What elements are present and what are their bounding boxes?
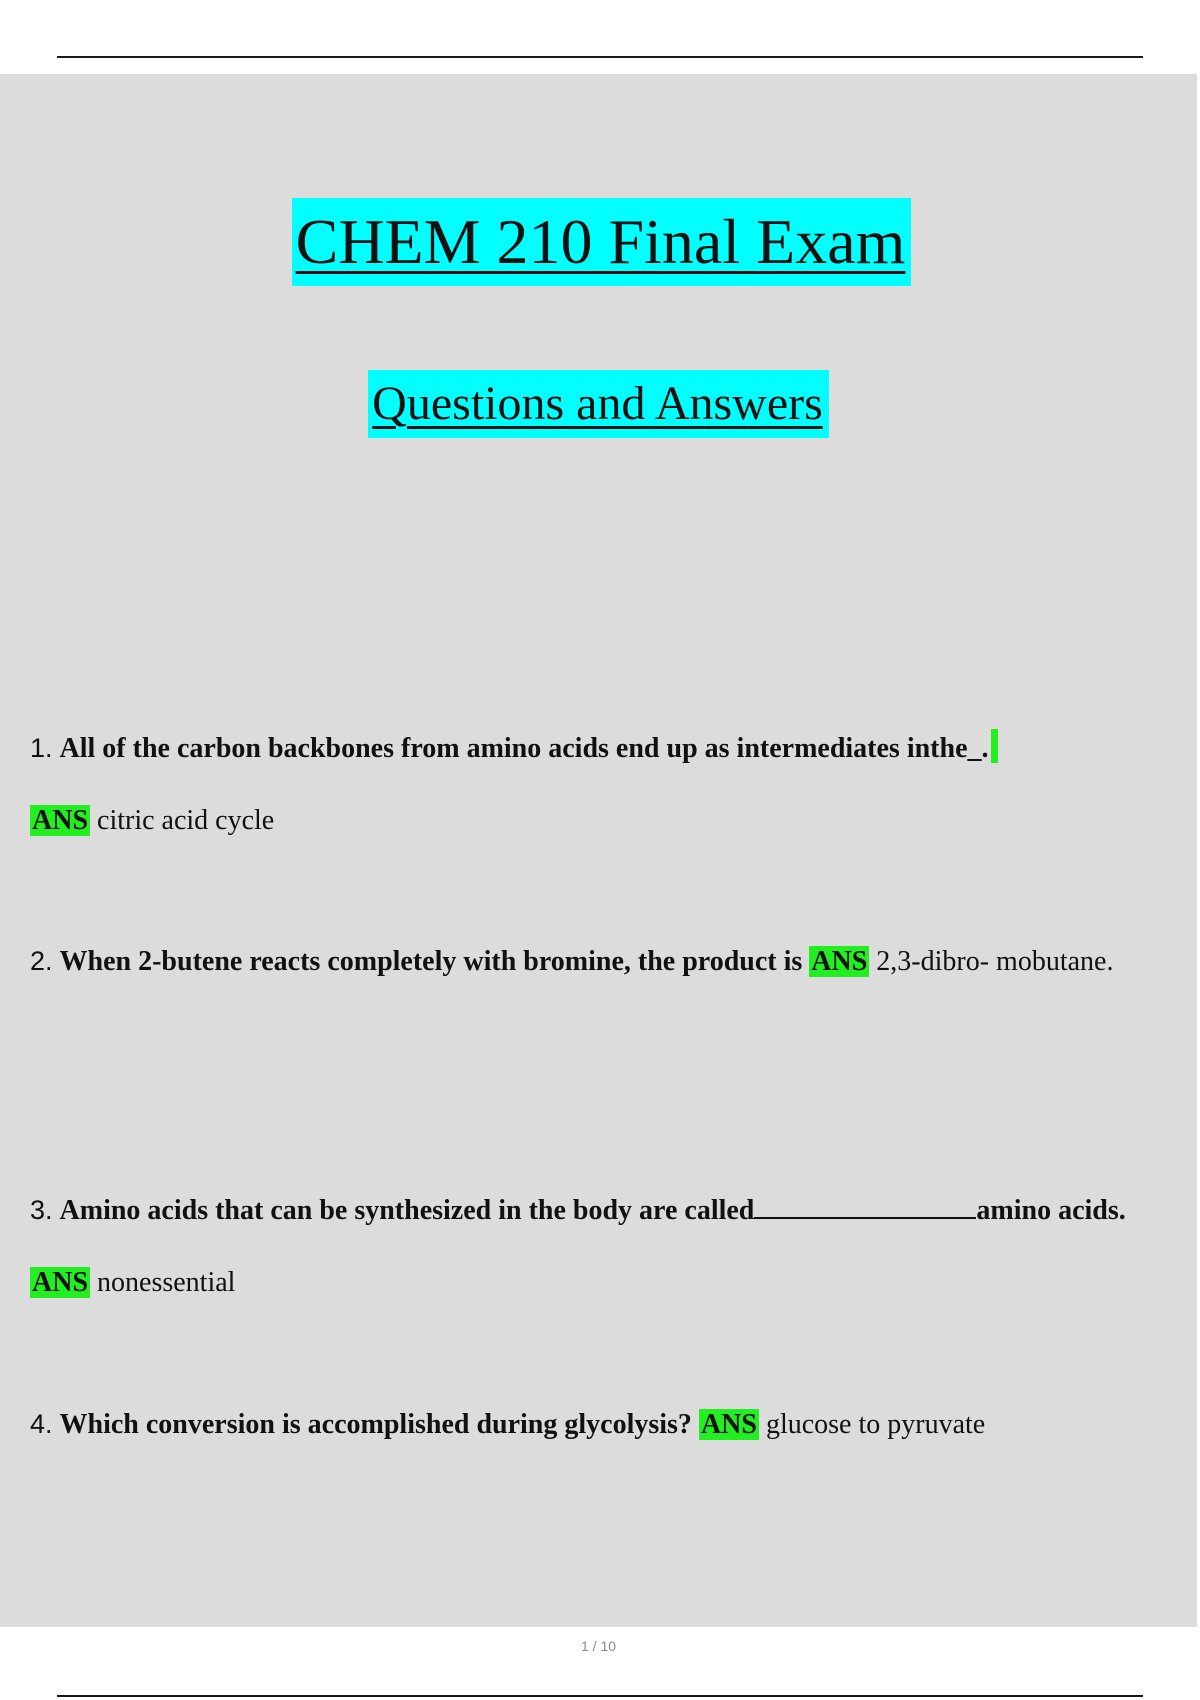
- question-number: 1.: [30, 733, 53, 763]
- highlight-marker: [991, 729, 998, 763]
- page-title: CHEM 210 Final Exam: [292, 198, 912, 286]
- question-number: 3.: [30, 1195, 53, 1225]
- question-text: Which conversion is accomplished during glycolysis?: [59, 1409, 692, 1440]
- question-number: 2.: [30, 946, 53, 976]
- question-2: [30, 925, 1150, 998]
- answer-label: ANS: [700, 1409, 757, 1440]
- question-text: All of the carbon backbones from amino acids end up as intermediates inthe_.: [59, 733, 989, 764]
- document-page: [0, 74, 1197, 1654]
- answer-text: 2,3-dibro- mobutane.: [876, 946, 1114, 977]
- answer-text: glucose to pyruvate: [765, 1409, 986, 1440]
- question-text: Amino acids that can be synthesized in the body are called: [59, 1195, 755, 1226]
- question-number: 4.: [30, 1409, 53, 1439]
- question-text: When 2-butene reacts completely with bromine, the product is: [59, 946, 803, 977]
- question-4: [30, 1388, 1150, 1461]
- fill-in-blank: [754, 1195, 976, 1219]
- question-3: [30, 1174, 1150, 1319]
- bottom-rule: [57, 1695, 1143, 1697]
- top-rule: [57, 56, 1143, 58]
- question-text-continued: amino acids.: [976, 1195, 1126, 1226]
- answer-label: ANS: [32, 805, 89, 836]
- answer-label: ANS: [811, 946, 868, 977]
- title-block: [0, 198, 1197, 286]
- subtitle-block: [0, 370, 1197, 438]
- page-indicator: 1 / 10: [580, 1638, 617, 1654]
- page-subtitle: Questions and Answers: [368, 370, 829, 438]
- answer-text: nonessential: [97, 1267, 236, 1298]
- question-1: [30, 712, 1150, 857]
- answer-label: ANS: [32, 1267, 89, 1298]
- answer-text: citric acid cycle: [97, 805, 275, 836]
